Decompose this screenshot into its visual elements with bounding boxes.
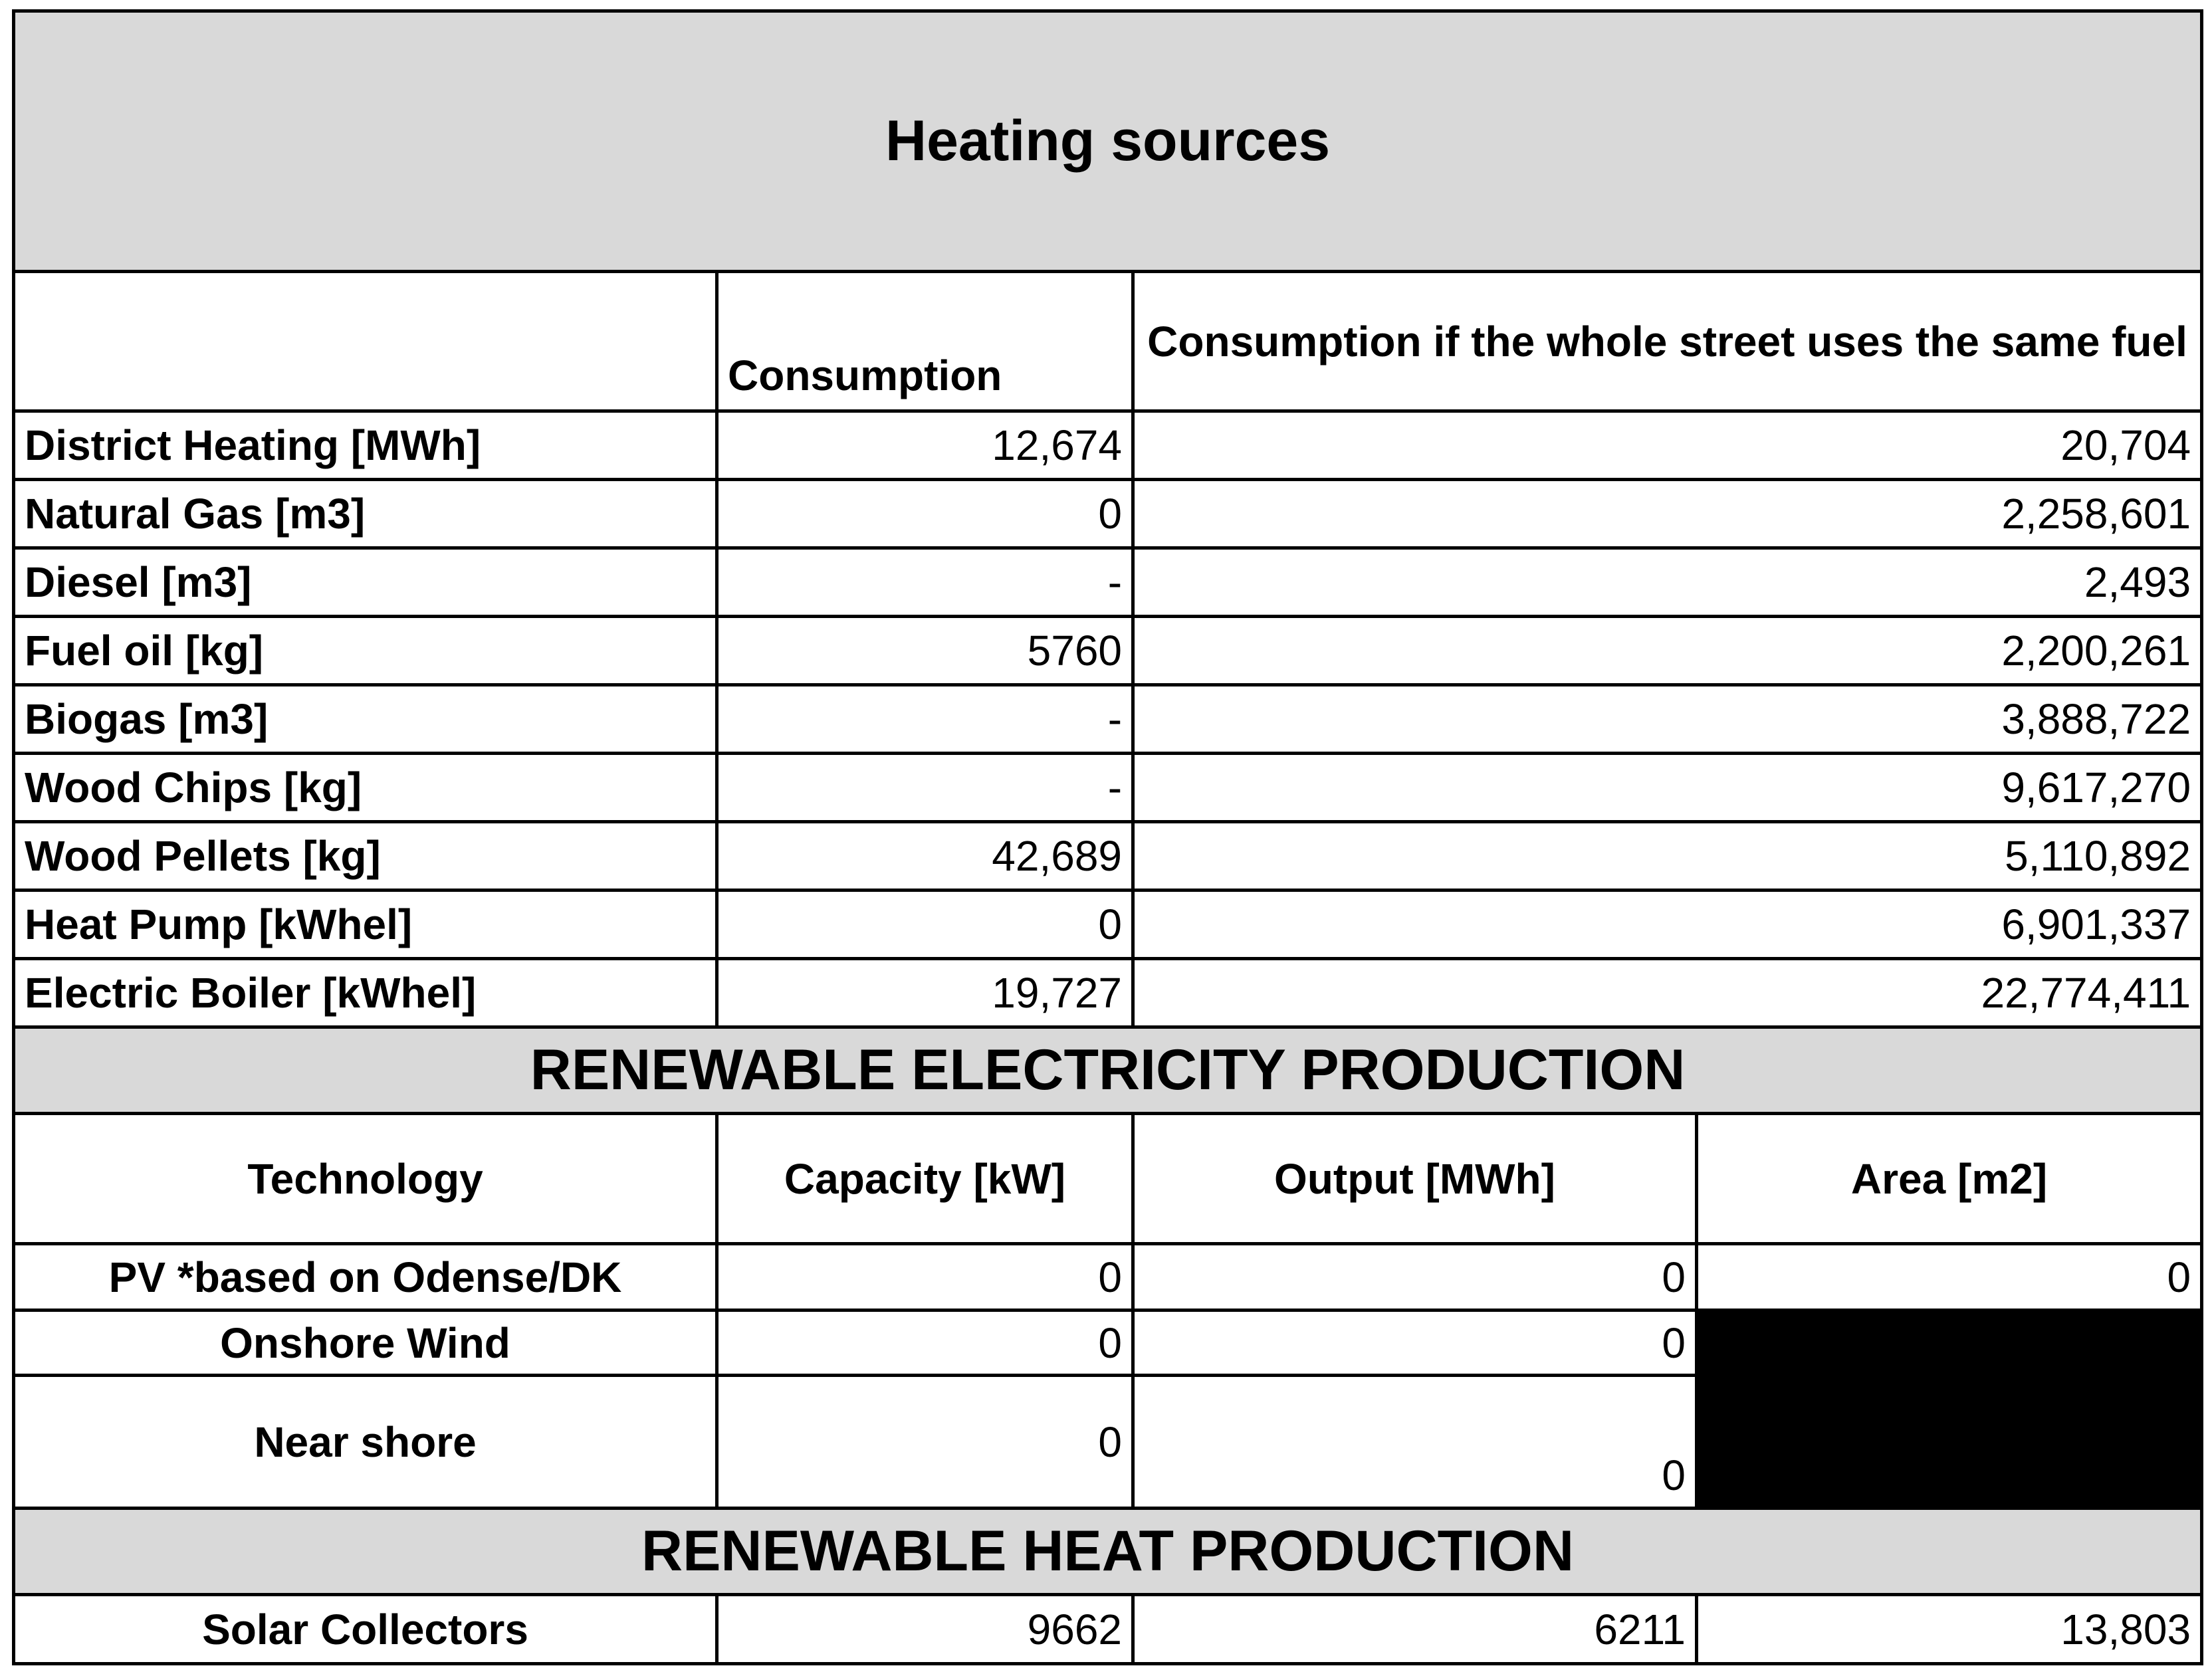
table-row	[14, 548, 2202, 617]
header-empty-cell	[14, 272, 717, 411]
table-row	[14, 480, 2202, 548]
table-row	[14, 891, 2202, 959]
street-consumption-value: 9,617,270	[1133, 754, 2202, 822]
technology-label: PV *based on Odense/DK	[14, 1244, 717, 1311]
consumption-value: 42,689	[717, 822, 1133, 891]
street-consumption-value: 6,901,337	[1133, 891, 2202, 959]
row-label: Wood Chips [kg]	[14, 754, 717, 822]
street-consumption-value: 22,774,411	[1133, 959, 2202, 1027]
header-capacity: Capacity [kW]	[717, 1114, 1133, 1244]
table-row	[14, 685, 2202, 754]
consumption-value: 0	[717, 891, 1133, 959]
table-row	[14, 754, 2202, 822]
table-row	[14, 617, 2202, 685]
technology-label: Near shore	[14, 1376, 717, 1509]
table-row	[14, 411, 2202, 480]
title-row	[14, 11, 2202, 272]
row-label: Diesel [m3]	[14, 548, 717, 617]
header-area: Area [m2]	[1697, 1114, 2202, 1244]
street-consumption-value: 5,110,892	[1133, 822, 2202, 891]
capacity-value: 0	[717, 1376, 1133, 1509]
consumption-value: -	[717, 685, 1133, 754]
consumption-value: 12,674	[717, 411, 1133, 480]
capacity-value: 0	[717, 1311, 1133, 1376]
street-consumption-value: 2,493	[1133, 548, 2202, 617]
capacity-value: 0	[717, 1244, 1133, 1311]
area-value: 13,803	[1697, 1595, 2202, 1664]
consumption-value: 19,727	[717, 959, 1133, 1027]
consumption-value: -	[717, 548, 1133, 617]
row-label: Fuel oil [kg]	[14, 617, 717, 685]
row-label: Natural Gas [m3]	[14, 480, 717, 548]
row-label: Electric Boiler [kWhel]	[14, 959, 717, 1027]
technology-label: Solar Collectors	[14, 1595, 717, 1664]
capacity-value: 9662	[717, 1595, 1133, 1664]
technology-label: Onshore Wind	[14, 1311, 717, 1376]
electricity-section-title: RENEWABLE ELECTRICITY PRODUCTION	[14, 1027, 2202, 1114]
table-row	[14, 822, 2202, 891]
row-label: Biogas [m3]	[14, 685, 717, 754]
row-label: Wood Pellets [kg]	[14, 822, 717, 891]
area-blacked-out-cell	[1697, 1311, 2202, 1509]
heating-header-row	[14, 272, 2202, 411]
electricity-section-row	[14, 1027, 2202, 1114]
output-value: 0	[1133, 1244, 1697, 1311]
heat-section-title: RENEWABLE HEAT PRODUCTION	[14, 1509, 2202, 1595]
header-output: Output [MWh]	[1133, 1114, 1697, 1244]
consumption-value: -	[717, 754, 1133, 822]
area-value: 0	[1697, 1244, 2202, 1311]
output-value: 0	[1133, 1376, 1697, 1509]
header-consumption: Consumption	[717, 272, 1133, 411]
header-street-consumption: Consumption if the whole street uses the same fuel	[1133, 272, 2202, 411]
table-row	[14, 1311, 2202, 1376]
street-consumption-value: 20,704	[1133, 411, 2202, 480]
row-label: District Heating [MWh]	[14, 411, 717, 480]
street-consumption-value: 2,200,261	[1133, 617, 2202, 685]
output-value: 6211	[1133, 1595, 1697, 1664]
table-row	[14, 959, 2202, 1027]
table-title: Heating sources	[14, 11, 2202, 272]
heat-section-row	[14, 1509, 2202, 1595]
consumption-value: 0	[717, 480, 1133, 548]
consumption-value: 5760	[717, 617, 1133, 685]
heating-sources-table	[12, 9, 2203, 1665]
street-consumption-value: 3,888,722	[1133, 685, 2202, 754]
table-row	[14, 1244, 2202, 1311]
header-technology: Technology	[14, 1114, 717, 1244]
street-consumption-value: 2,258,601	[1133, 480, 2202, 548]
electricity-header-row	[14, 1114, 2202, 1244]
output-value: 0	[1133, 1311, 1697, 1376]
row-label: Heat Pump [kWhel]	[14, 891, 717, 959]
table-row	[14, 1595, 2202, 1664]
